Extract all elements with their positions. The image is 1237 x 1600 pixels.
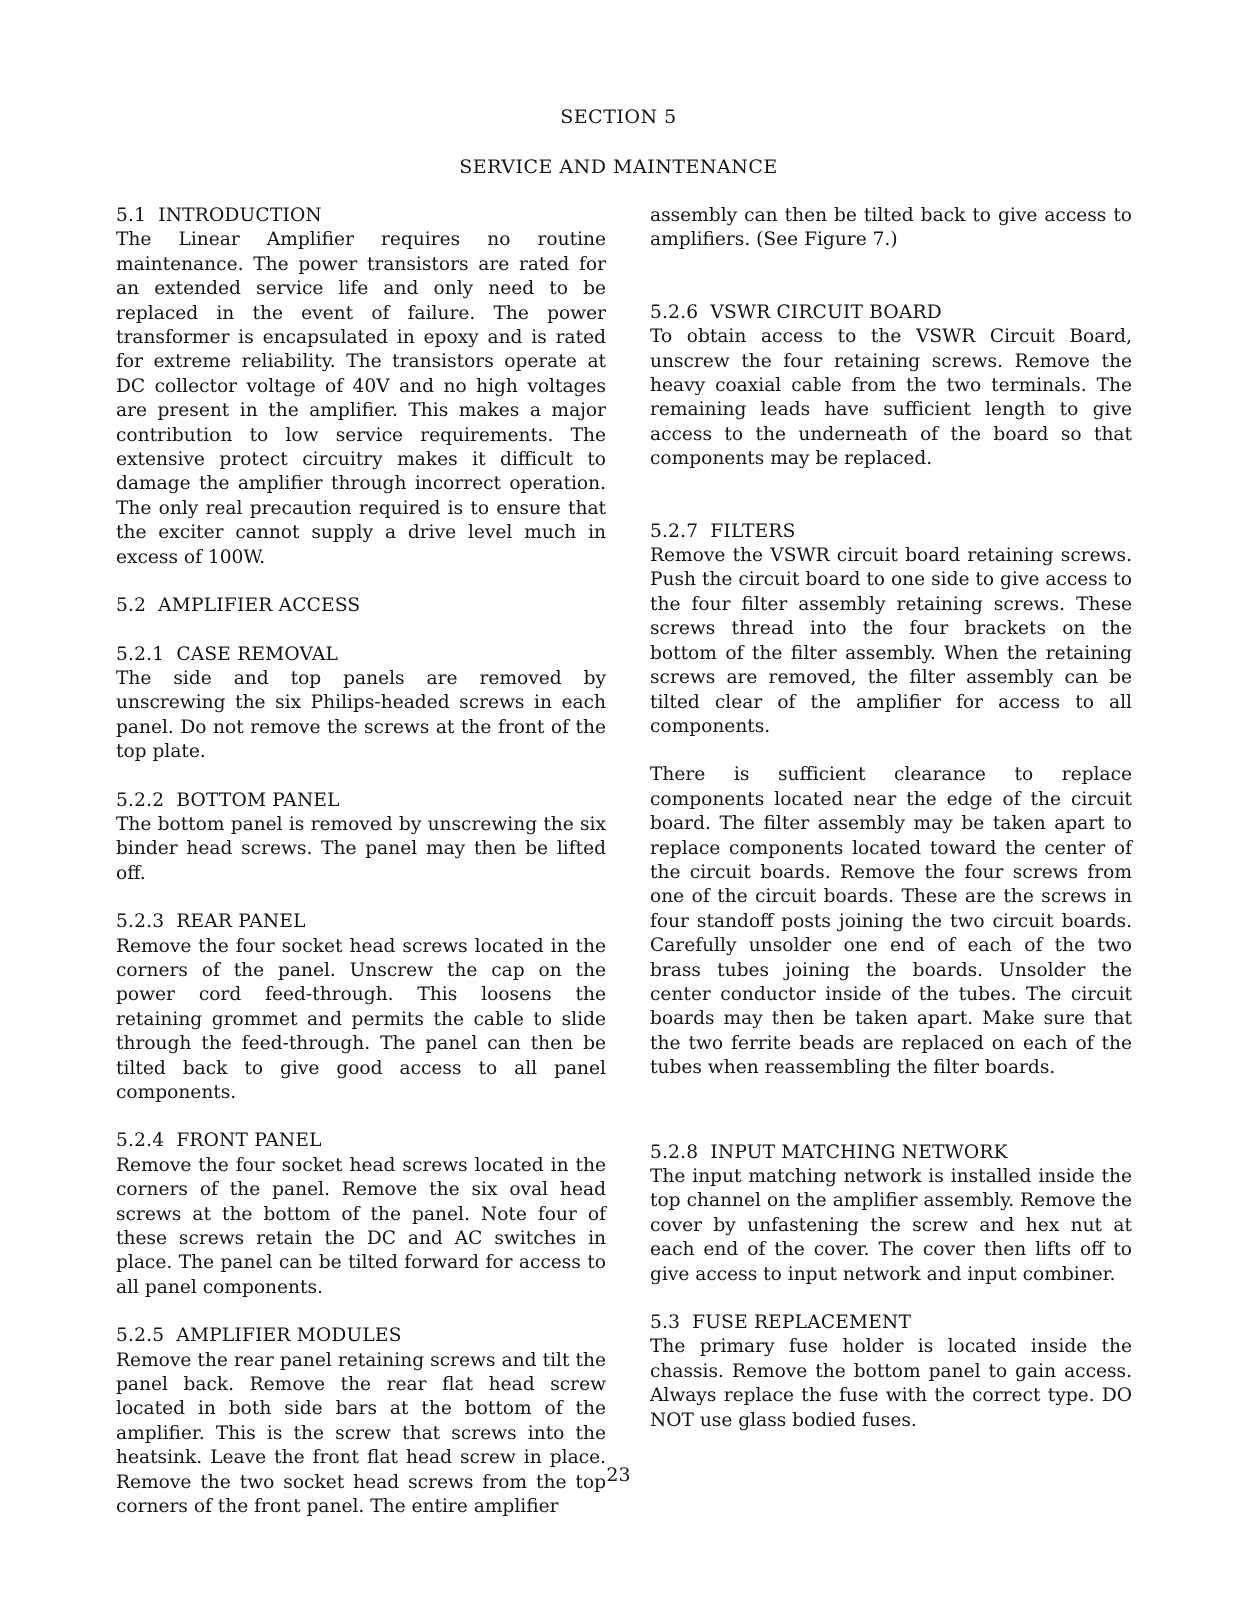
section-heading-number: 5.2.7 [650, 520, 699, 542]
section-5-2-7 [650, 520, 1132, 740]
section-5-2-5 [116, 1324, 606, 1519]
section-body: Remove the VSWR circuit board retaining screws. Push the circuit board to one side to give access to the four filter assembly retaining screws. These screws thread into the four brackets on the bottom of the filter assembly. When the retaining screws are removed, the filter assembly can be tilted clear of the amplifier for access to all components. [650, 545, 1132, 737]
section-heading-title: REAR PANEL [176, 911, 306, 933]
section-heading [116, 643, 606, 667]
section-5-2-6 [650, 301, 1132, 472]
section-heading-number: 5.2.8 [650, 1141, 699, 1163]
section-heading-number: 5.2.5 [116, 1325, 165, 1347]
section-heading-title: FUSE REPLACEMENT [692, 1312, 912, 1334]
section-5-2-8 [650, 1141, 1132, 1287]
section-heading-number: 5.2.2 [116, 789, 165, 811]
section-number: SECTION 5 [560, 106, 677, 128]
section-heading-number: 5.2.4 [116, 1130, 165, 1152]
section-body: Remove the rear panel retaining screws and tilt the panel back. Remove the rear flat head screw located in both side bars at the bottom of the amplifier. This is the screw that screws into the heatsink. Leave the front flat head screw in place. Remove the two socket head screws from the top corners of the front panel. The entire amplifier [116, 1349, 606, 1518]
section-heading-title: FRONT PANEL [176, 1130, 322, 1152]
section-5-2-1 [116, 643, 606, 765]
section-5-2-2 [116, 789, 606, 887]
section-heading-title: AMPLIFIER ACCESS [158, 595, 361, 617]
section-body: The bottom panel is removed by unscrewing the six binder head screws. The panel may then be lifted off. [116, 813, 606, 884]
section-heading [116, 1324, 606, 1348]
section-heading-number: 5.2 [116, 595, 147, 617]
section-5-3 [650, 1311, 1132, 1433]
section-body: There is sufficient clearance to replace components located near the edge of the circuit board. The filter assembly may be taken apart to replace components located toward the center of the circuit boards. Remove the four screws from one of the circuit boards. These are the screws in four standoff posts joining the two circuit boards. Carefully unsolder one end of each of the two brass tubes joining the boards. Unsolder the center conductor inside of the tubes. The circuit boards may then be taken apart. Make sure that the two ferrite beads are replaced on each of the tubes when reassembling the filter boards. [650, 764, 1132, 1079]
section-heading [116, 204, 606, 228]
section-heading-title: INPUT MATCHING NETWORK [710, 1141, 1008, 1163]
section-body: The side and top panels are removed by unscrewing the six Philips-headed screws in each panel. Do not remove the screws at the front of the top plate. [116, 667, 606, 763]
section-body: To obtain access to the VSWR Circuit Board, unscrew the four retaining screws. Remove the heavy coaxial cable from the two terminals. The remaining leads have sufficient length to give access to the underneath of the board so that components may be replaced. [650, 326, 1132, 470]
section-heading [650, 1311, 1132, 1335]
section-body: The input matching network is installed inside the top channel on the amplifier assembly. Remove the cover by unfastening the screw and hex nut at each end of the cover. The cover then lifts off to give access to input network and input combiner. [650, 1166, 1132, 1285]
section-heading [116, 594, 606, 618]
section-5-2 [116, 594, 606, 618]
section-heading [116, 910, 606, 934]
section-5-2-7-continued [650, 763, 1132, 1080]
section-heading [116, 1129, 606, 1153]
section-heading-number: 5.1 [116, 205, 147, 226]
section-heading-title: AMPLIFIER MODULES [176, 1325, 402, 1347]
section-body: assembly can then be tilted back to give access to amplifiers. (See Figure 7.) [650, 205, 1132, 251]
section-heading-number: 5.3 [650, 1312, 681, 1334]
right-column [650, 204, 1132, 1433]
section-heading-title: VSWR CIRCUIT BOARD [710, 301, 942, 323]
section-heading-title: BOTTOM PANEL [176, 789, 340, 811]
section-heading [650, 520, 1132, 544]
section-heading-title: INTRODUCTION [158, 205, 322, 226]
section-5-1 [116, 204, 606, 570]
section-body: Remove the four socket head screws located in the corners of the panel. Unscrew the cap on the power cord feed-through. This loosens the retaining grommet and permits the cable to slide through the feed-through. The panel can then be tilted back to give good access to all panel components. [116, 935, 606, 1103]
section-heading-number: 5.2.3 [116, 911, 165, 933]
section-heading [116, 789, 606, 813]
section-body: The Linear Amplifier requires no routine maintenance. The power transistors are rated for an extended service life and only need to be replaced in the event of failure. The power transformer is encapsulated in epoxy and is rated for extreme reliability. The transistors operate at DC collector voltage of 40V and no high voltages are present in the amplifier. This makes a major contribution to low service requirements. The extensive protect circuitry makes it difficult to damage the amplifier through incorrect operation. The only real precaution required is to ensure that the exciter cannot supply a drive level much in excess of 100W. [116, 229, 606, 568]
section-title: SERVICE AND MAINTENANCE [459, 156, 778, 178]
section-5-2-3 [116, 910, 606, 1105]
continued-text [650, 204, 1132, 253]
section-heading-number: 5.2.1 [116, 643, 165, 665]
section-heading-number: 5.2.6 [650, 301, 699, 323]
section-heading-title: CASE REMOVAL [176, 643, 339, 665]
section-body: Remove the four socket head screws located in the corners of the panel. Remove the six oval head screws at the bottom of the panel. Note four of these screws retain the DC and AC switches in place. The panel can be tilted forward for access to all panel components. [116, 1154, 606, 1298]
section-heading [650, 301, 1132, 325]
section-body: The primary fuse holder is located inside the chassis. Remove the bottom panel to gain access. Always replace the fuse with the correct type. DO NOT use glass bodied fuses. [650, 1336, 1132, 1431]
left-column [116, 204, 606, 1520]
section-5-2-4 [116, 1129, 606, 1300]
section-heading-title: FILTERS [710, 520, 796, 542]
page-number: 23 [606, 1464, 631, 1486]
section-heading [650, 1141, 1132, 1165]
